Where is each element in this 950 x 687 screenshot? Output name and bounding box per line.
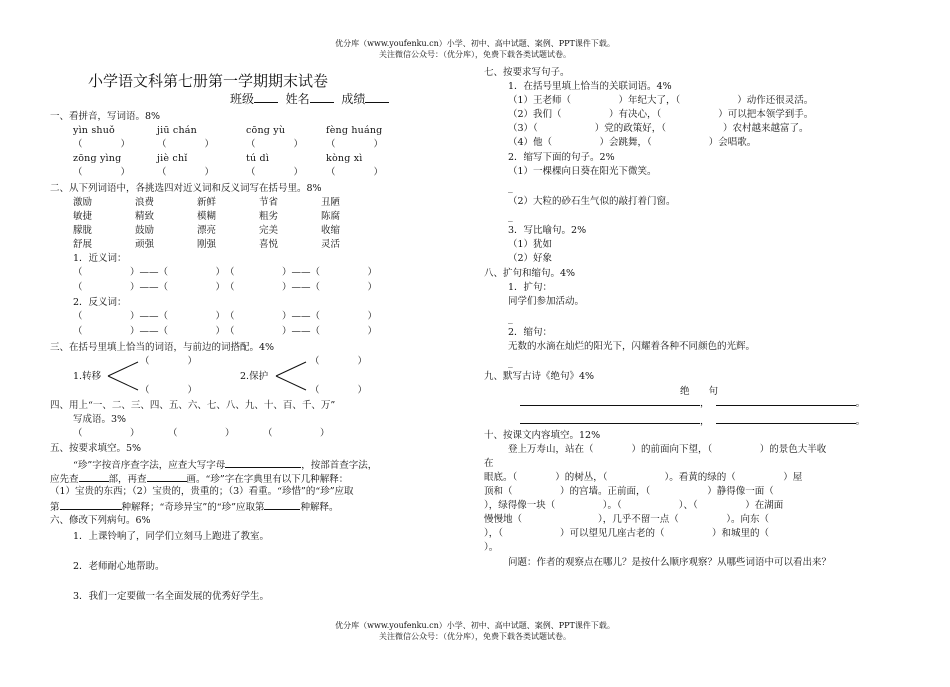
- s10-line[interactable]: 登上万寿山，站在（ ）的前面向下望，（ ）的景色大半收: [508, 444, 827, 455]
- s5-text: “珍”字按音序查字法，应查大写字母: [73, 460, 226, 471]
- word: 新鲜: [197, 197, 217, 208]
- pinyin-6: jiè chǐ: [157, 153, 188, 164]
- section-9-heading: 九、默写古诗《绝句》4%: [484, 371, 595, 382]
- s5-line2: [50, 472, 348, 486]
- s10-line: 在: [484, 458, 494, 469]
- s10-line[interactable]: ），绿得像一块（ ）。（ ）、（ ）在湖面: [484, 500, 784, 511]
- section-10-heading: 十、按课文内容填空。12%: [484, 430, 601, 441]
- blank-7[interactable]: （ ）: [246, 167, 304, 178]
- blank-8[interactable]: （ ）: [326, 167, 384, 178]
- answer-dash[interactable]: _: [508, 313, 513, 324]
- word: 敏捷: [73, 211, 93, 222]
- s5-text: 种解释。: [300, 502, 339, 513]
- s7-sub2: 2．缩写下面的句子。2%: [508, 152, 615, 163]
- synonym-label: 1．近义词：: [73, 253, 127, 264]
- s5-text: 种解释；“奇珍异宝”的“珍”应取第: [121, 502, 265, 513]
- blank-3[interactable]: （ ）: [246, 139, 304, 150]
- pinyin-4: fèng huáng: [326, 125, 383, 136]
- header-line-1: 优分库（www.youfenku.cn）小学、初中、高中试题、案例、PPT课件下载。: [335, 39, 615, 48]
- s10-line[interactable]: 眼底。（ ）的树丛，（ ）。看黄的绿的（ ）屋: [484, 472, 803, 483]
- s5-line3: （1）宝贵的东西；（2）宝贵的，贵重的；（3）看重。“珍惜”的“珍”应取: [50, 486, 354, 497]
- pinyin-1: yìn shuǒ: [73, 125, 115, 136]
- s10-line[interactable]: 慢慢地（ ），几乎不留一点（ ）。向东（: [484, 514, 770, 525]
- s10-line: ）。: [484, 542, 499, 553]
- word: 舒展: [73, 239, 93, 250]
- blank-4[interactable]: （ ）: [326, 139, 384, 150]
- blank-6[interactable]: （ ）: [157, 167, 215, 178]
- comma: ，: [700, 398, 710, 409]
- s6-item-3: 3．我们一定要做一名全面发展的优秀好学生。: [73, 591, 270, 602]
- s7-sub3: 3．写比喻句。2%: [508, 225, 587, 236]
- poem-line-2[interactable]: [520, 414, 865, 428]
- word: 模糊: [197, 211, 217, 222]
- s7-l1-1[interactable]: （1）王老师（ ）年纪大了，（ ）动作还很灵活。: [508, 95, 814, 106]
- synonym-row-2[interactable]: （ ）——（ ） （ ）——（ ）: [73, 282, 378, 293]
- word: 激励: [73, 197, 93, 208]
- s5-line1: [73, 458, 377, 472]
- word: 收缩: [321, 225, 341, 236]
- section-4-heading: 四、用上“一、二、三、四、五、六、七、八、九、十、百、千、万”: [50, 400, 336, 411]
- antonym-label: 2．反义词：: [73, 297, 127, 308]
- s8-expand-text: 同学们参加活动。: [508, 296, 585, 307]
- s7-sub1: 1．在括号里填上恰当的关联词语。4%: [508, 81, 672, 92]
- s5-text: 画。“珍”字在字典里有以下几种解释：: [186, 474, 349, 485]
- word: 陈腐: [321, 211, 341, 222]
- word: 朦胧: [73, 225, 93, 236]
- s4-blanks[interactable]: （ ） （ ） （ ）: [73, 428, 330, 439]
- word: 刚强: [197, 239, 217, 250]
- s3-word-1: 1.转移: [73, 371, 102, 382]
- s7-l1-4[interactable]: （4）他（ ）会跳舞，（ ）会唱歌。: [508, 137, 757, 148]
- s5-text: 部，再查: [108, 474, 147, 485]
- word: 顽强: [135, 239, 155, 250]
- s7-l3-1: （1）犹如: [508, 239, 553, 250]
- s7-l2-2: （2）大粒的砂石生气似的敲打着门窗。: [508, 196, 676, 207]
- s7-l3-2: （2）好象: [508, 253, 553, 264]
- s7-l1-3[interactable]: （3）（ ）党的政策好，（ ）农村越来越富了。: [508, 123, 809, 134]
- s3-blank-2[interactable]: （ ）: [140, 385, 198, 396]
- synonym-row-1[interactable]: （ ）——（ ） （ ）——（ ）: [73, 267, 378, 278]
- s10-line[interactable]: 顶和（ ）的宫墙。正前面，（ ）静得像一面（: [484, 486, 774, 497]
- pinyin-2: jiū chán: [157, 125, 197, 136]
- footer-line-1: 优分库（www.youfenku.cn）小学、初中、高中试题、案例、PPT课件下载。: [335, 621, 615, 630]
- word: 精致: [135, 211, 155, 222]
- section-5-heading: 五、按要求填空。5%: [50, 443, 142, 454]
- score-label: 成绩: [341, 92, 366, 106]
- section-8-heading: 八、扩句和缩句。4%: [484, 268, 576, 279]
- s6-item-1: 1．上课铃响了，同学们立刻马上跑进了教室。: [73, 531, 270, 542]
- pinyin-8: kòng xì: [326, 153, 363, 164]
- s5-blank-radical[interactable]: [79, 472, 109, 482]
- antonym-row-1[interactable]: （ ）——（ ） （ ）——（ ）: [73, 311, 378, 322]
- answer-dash[interactable]: _: [508, 182, 513, 193]
- answer-dash[interactable]: _: [508, 211, 513, 222]
- s7-l2-1: （1）一棵棵向日葵在阳光下微笑。: [508, 166, 657, 177]
- poem-title: 绝 句: [680, 386, 719, 397]
- pinyin-7: tú dì: [246, 153, 270, 164]
- poem-line-1[interactable]: [520, 396, 865, 410]
- period: 。: [855, 398, 866, 409]
- word: 灵活: [321, 239, 341, 250]
- footer-line-2: 关注微信公众号：（优分库），免费下载各类试题试卷。: [379, 632, 571, 641]
- blank-1[interactable]: （ ）: [73, 139, 131, 150]
- s5-blank-strokes[interactable]: [147, 472, 187, 482]
- section-2-heading: 二、从下列词语中，各挑选四对近义词和反义词写在括号里。8%: [50, 183, 322, 194]
- word: 节省: [259, 197, 279, 208]
- s8-shrink-text: 无数的水滴在灿烂的阳光下，闪耀着各种不同颜色的光辉。: [508, 341, 756, 352]
- section-1-heading: 一、看拼音，写词语。8%: [50, 111, 161, 122]
- s7-l1-2[interactable]: （2）我们（ ）有决心，（ ）可以把本领学到手。: [508, 109, 814, 120]
- s8-shrink-label: 2．缩句：: [508, 327, 553, 338]
- pinyin-3: cōng yù: [246, 125, 286, 136]
- antonym-row-2[interactable]: （ ）——（ ） （ ）——（ ）: [73, 326, 378, 337]
- blank-5[interactable]: （ ）: [73, 167, 131, 178]
- s5-blank-letter[interactable]: [225, 458, 301, 468]
- s5-text: 应先查: [50, 474, 79, 485]
- page-title: 小学语文科第七册第一学期期末试卷: [88, 72, 329, 90]
- section-7-heading: 七、按要求写句子。: [484, 67, 570, 78]
- word: 鼓励: [135, 225, 155, 236]
- s3-blank-1[interactable]: （ ）: [140, 356, 198, 367]
- period: 。: [855, 416, 866, 427]
- s5-line4: [50, 500, 338, 514]
- word: 浪费: [135, 197, 155, 208]
- s5-text: 第: [50, 502, 60, 513]
- section-6-heading: 六、修改下列病句。6%: [50, 515, 151, 526]
- s8-expand-label: 1．扩句：: [508, 282, 553, 293]
- comma: ，: [700, 416, 710, 427]
- answer-dash[interactable]: _: [508, 357, 513, 368]
- word: 丑陋: [321, 197, 341, 208]
- section-4-line2: 写成语。3%: [73, 414, 127, 425]
- s3-word-2: 2.保护: [240, 371, 269, 382]
- word: 完美: [259, 225, 279, 236]
- word: 粗劣: [259, 211, 279, 222]
- s5-blank-meaning-1[interactable]: [60, 500, 122, 510]
- class-label: 班级: [230, 92, 255, 106]
- pinyin-5: zōng yìng: [73, 153, 122, 164]
- s3-blank-3[interactable]: （ ）: [310, 356, 368, 367]
- s5-blank-meaning-2[interactable]: [264, 500, 300, 510]
- word: 喜悦: [259, 239, 279, 250]
- name-label: 姓名: [285, 92, 310, 106]
- s10-line[interactable]: ），（ ）可以望见几座古老的（ ）和城里的（: [484, 528, 770, 539]
- header-line-2: 关注微信公众号：（优分库），免费下载各类试题试卷。: [379, 50, 571, 59]
- section-3-heading: 三、在括号里填上恰当的词语，与前边的词搭配。4%: [50, 342, 275, 353]
- s6-item-2: 2．老师耐心地帮助。: [73, 561, 165, 572]
- s5-text: ，按部首查字法，: [301, 460, 378, 471]
- s10-question: 问题：作者的观察点在哪儿？是按什么顺序观察？从哪些词语中可以看出来？: [508, 557, 832, 568]
- blank-2[interactable]: （ ）: [157, 139, 215, 150]
- s3-blank-4[interactable]: （ ）: [310, 385, 368, 396]
- word: 漂亮: [197, 225, 217, 236]
